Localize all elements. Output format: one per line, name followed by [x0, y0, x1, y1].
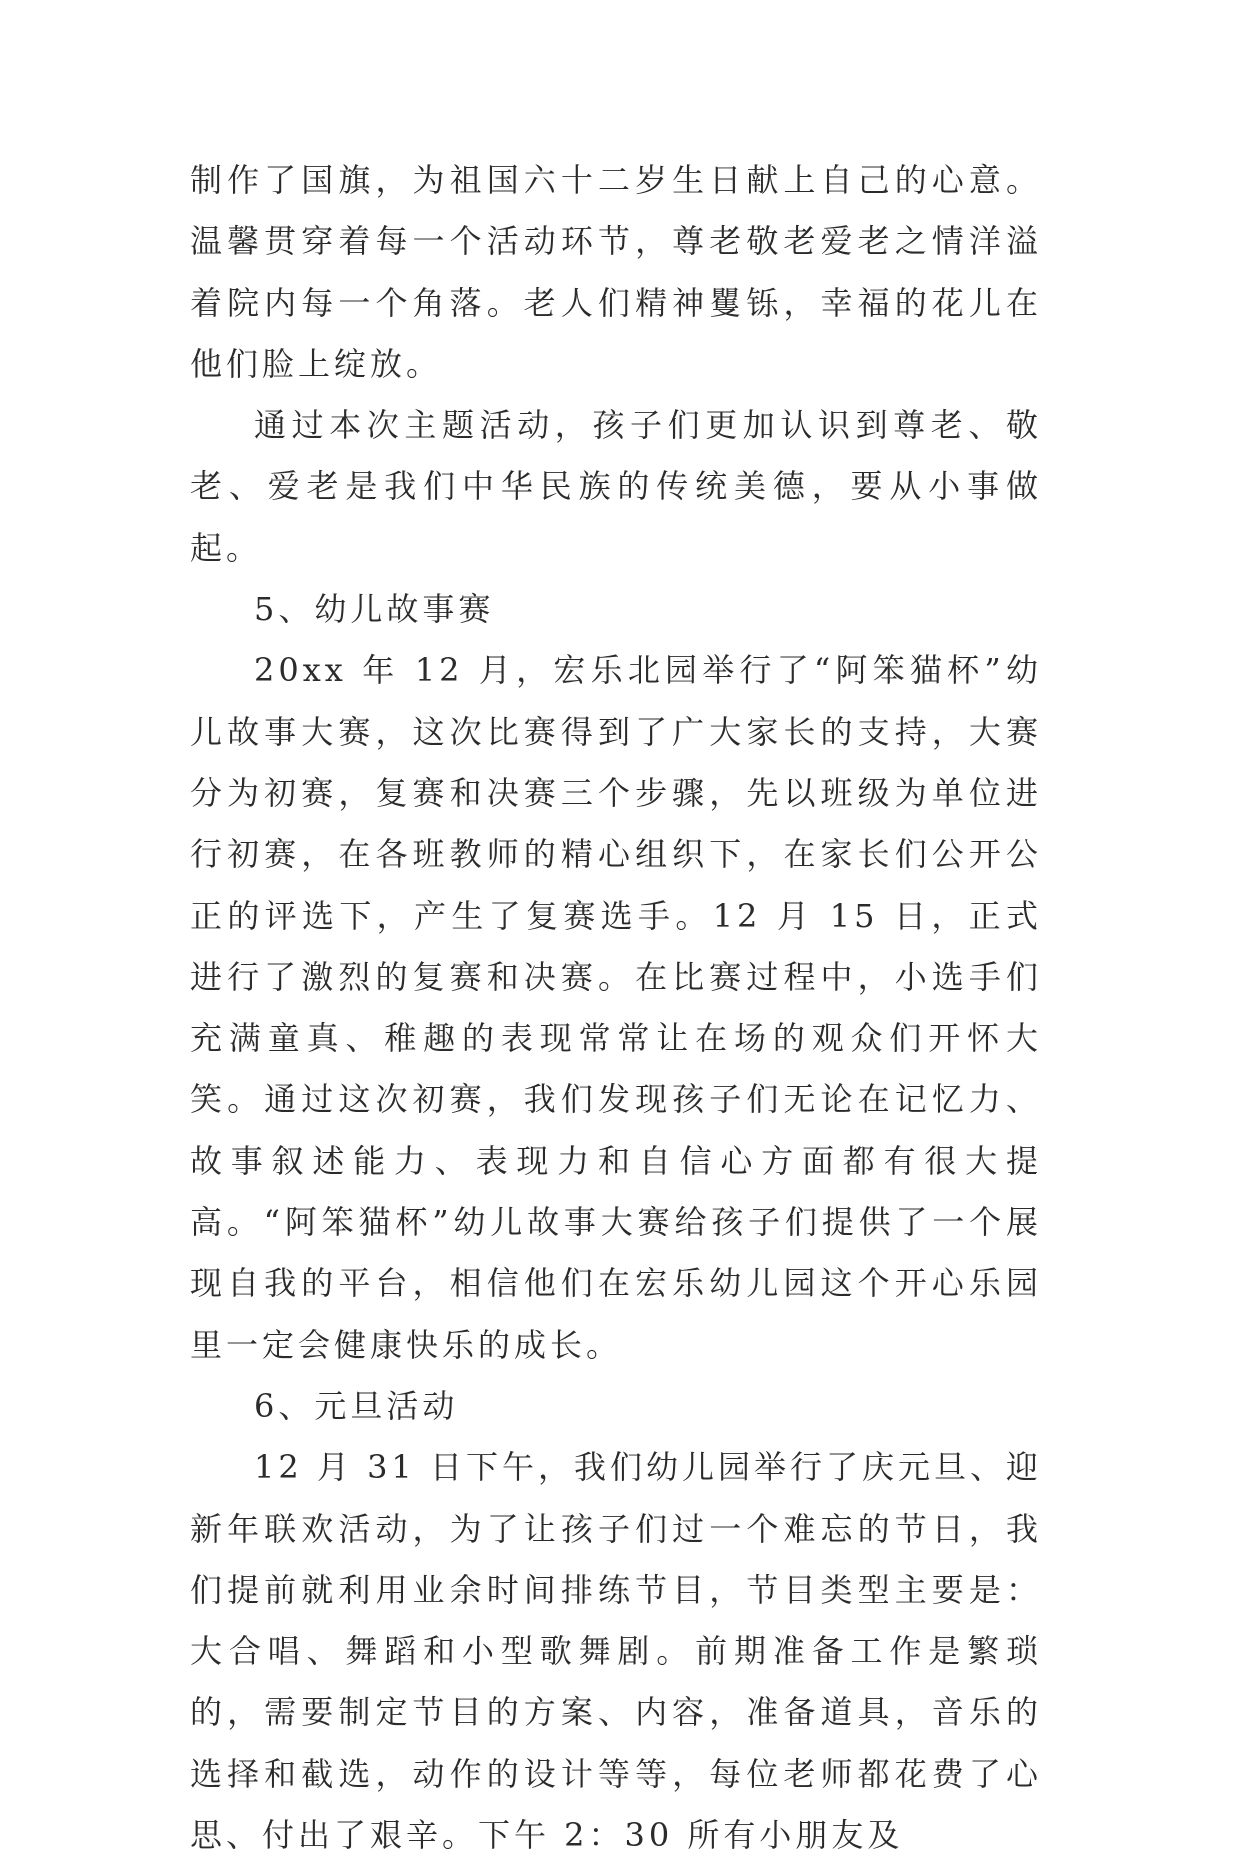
paragraph-elderly-visit-ending: 制作了国旗，为祖国六十二岁生日献上自己的心意。温馨贯穿着每一个活动环节，尊老敬老爱老之情洋溢着院内每一个角落。老人们精神矍铄，幸福的花儿在他们脸上绽放。: [190, 161, 1042, 383]
paragraph-new-year-event: 12 月 31 日下午，我们幼儿园举行了庆元旦、迎新年联欢活动，为了让孩子们过一个难忘的节日，我们提前就利用业余时间排练节目，节目类型主要是：大合唱、舞蹈和小型歌舞剧。前期准备工作是繁琐的，需要制定节目的方案、内容，准备道具，音乐的选择和截选，动作的设计等等，每位老师都花费了心思、付出了艰辛。下午 2：30 所有小朋友及: [190, 1448, 1042, 1855]
paragraph-story-contest: 20xx 年 12 月，宏乐北园举行了“阿笨猫杯”幼儿故事大赛，这次比赛得到了广大家长的支持，大赛分为初赛，复赛和决赛三个步骤，先以班级为单位进行初赛，在各班教师的精心组织下，在家长们公开公正的评选下，产生了复赛选手。12 月 15 日，正式进行了激烈的复赛和决赛。在比赛过程中，小选手们充满童真、稚趣的表现常常让在场的观众们开怀大笑。通过这次初赛，我们发现孩子们无论在记忆力、故事叙述能力、表现力和自信心方面都有很大提高。“阿笨猫杯”幼儿故事大赛给孩子们提供了一个展现自我的平台，相信他们在宏乐幼儿园这个开心乐园里一定会健康快乐的成长。: [190, 651, 1042, 1364]
section-heading-story-contest: 5、幼儿故事赛: [254, 590, 495, 629]
paragraph-activity-summary: 通过本次主题活动，孩子们更加认识到尊老、敬老、爱老是我们中华民族的传统美德，要从小事做起。: [190, 406, 1042, 567]
section-heading-new-year: 6、元旦活动: [254, 1386, 459, 1425]
document-body: [190, 150, 1042, 1866]
